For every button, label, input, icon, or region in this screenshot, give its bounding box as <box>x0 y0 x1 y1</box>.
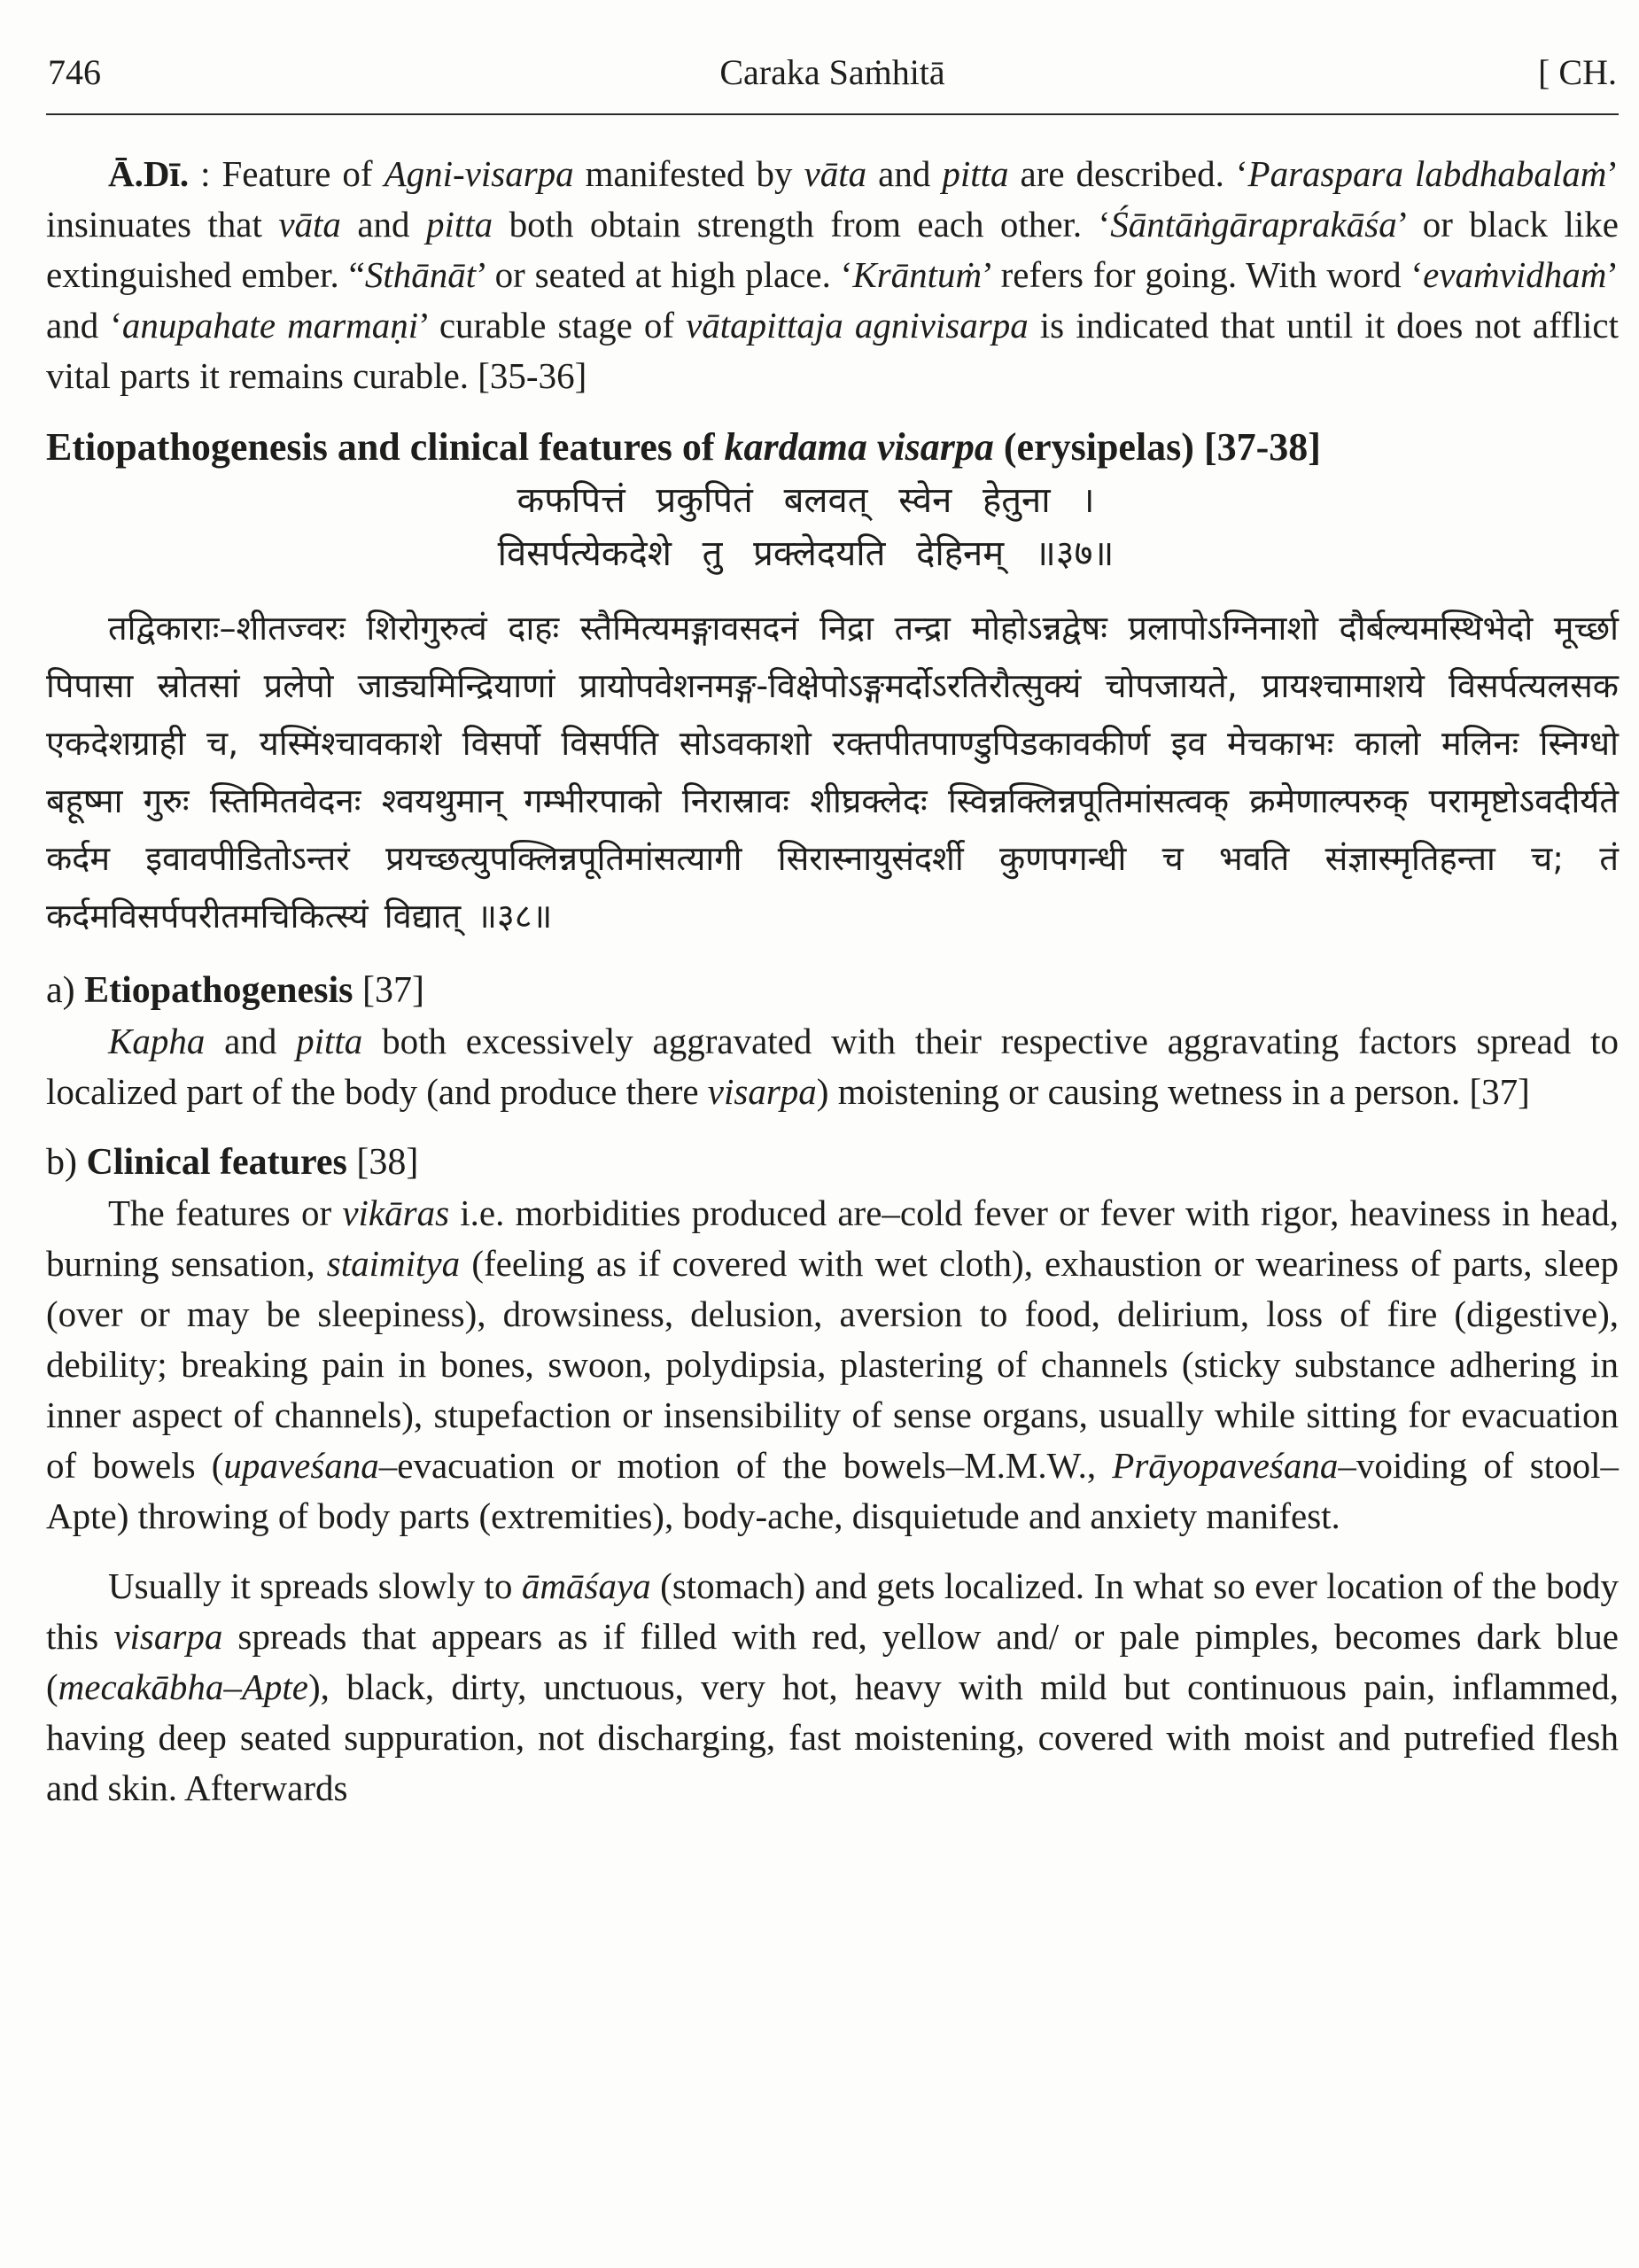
term: staimitya <box>326 1243 461 1284</box>
text-run: b) <box>46 1142 87 1183</box>
text-run: manifested by <box>573 153 804 194</box>
text-run: –evacuation or motion of the bowels–M.M.W., <box>378 1445 1113 1486</box>
subheading-etiopathogenesis <box>46 965 1619 1016</box>
term: Agni-visarpa <box>384 153 574 194</box>
text-run: The features or <box>108 1192 343 1233</box>
verse-line-2: विसर्पत्येकदेशे तु प्रक्लेदयति देहिनम् ॥३७॥ <box>497 533 1115 574</box>
text-run: ), black, dirty, unctuous, very hot, heavy with mild but continuous pain, inflammed, having deep seated suppuration, not discharging, fast moistening, covered with moist and putrefied flesh and skin. Afterwards <box>46 1666 1619 1808</box>
sanskrit-prose: तद्विकाराः–शीतज्वरः शिरोगुरुत्वं दाहः स्तैमित्यमङ्गावसदनं निद्रा तन्द्रा मोहोऽन्नद्वेषः प्रलापोऽग्निनाशो दौर्बल्यमस्थिभेदो मूर्च्छा पिपासा स्रोतसां प्रलेपो जाड्यमिन्द्रियाणां प्रायोपवेशनमङ्ग-विक्षेपोऽङ्गमर्दोऽरतिरौत्सुक्यं चोपजायते, प्रायश्चामाशये विसर्पत्यलसक एकदेशग्राही च, यस्मिंश्चावकाशे विसर्पो विसर्पति सोऽवकाशो रक्तपीतपाण्डुपिडकावकीर्ण इव मेचकाभः कालो मलिनः स्निग्धो बहूष्मा गुरुः स्तिमितवेदनः श्वयथुमान् गम्भीरपाको निरास्रावः शीघ्रक्लेदः स्विन्नक्लिन्नपूतिमांसत्वक् क्रमेणाल्परुक् परामृष्टोऽवदीर्यते कर्दम इवावपीडितोऽन्तरं प्रयच्छत्युपक्लिन्नपूतिमांसत्यागी सिरास्नायुसंदर्शी कुणपगन्धी च भवति संज्ञास्मृतिहन्ता च; तं कर्दमविसर्पपरीतमचिकित्स्यं विद्यात् ॥३८॥ <box>46 609 1619 936</box>
term: Kapha <box>108 1021 206 1061</box>
term: pitta <box>942 153 1009 194</box>
term: anupahate marmaṇi <box>121 305 419 346</box>
term: mecakābha–Apte <box>58 1666 308 1707</box>
text-run: i.e. morbidities produced are–cold fever or fever with rigor, heaviness in head, burning sensation, <box>46 1192 1619 1284</box>
term: visarpa <box>707 1071 817 1112</box>
subheading-title: Clinical features <box>86 1142 347 1183</box>
term: pitta <box>425 204 493 245</box>
term: vātapittaja agnivisarpa <box>686 305 1029 346</box>
term: Krāntuṁ <box>852 254 983 295</box>
spread-paragraph <box>46 1561 1619 1814</box>
text-run: ’ refers for going. With word ‘ <box>982 254 1424 295</box>
term: Śāntāṅgāraprakāśa <box>1110 204 1397 245</box>
text-run: both obtain strength from each other. ‘ <box>493 204 1111 245</box>
text-run: and <box>340 204 426 245</box>
text-run: [37] <box>353 970 424 1011</box>
term: Prāyopaveśana <box>1112 1445 1339 1486</box>
text-run: ’ or black like extinguished ember. “ <box>46 204 1619 295</box>
text-run: and <box>866 153 943 194</box>
sanskrit-verse <box>46 474 1619 580</box>
text-run: spreads that appears as if filled with red, yellow and/ or pale pimples, becomes dark blue ( <box>46 1616 1619 1707</box>
text-run: both excessively aggravated with their respective aggravating factors spread to localized part of the body (and produce there <box>46 1021 1620 1112</box>
text-run: is indicated that until it does not afflict vital parts it remains curable. [35-36] <box>46 305 1620 396</box>
text-run: ) moistening or causing wetness in a person. [37] <box>816 1071 1530 1112</box>
text-run: ’ and ‘ <box>46 254 1620 346</box>
text-run: a) <box>46 970 85 1011</box>
etiopathogenesis-paragraph <box>46 1016 1619 1117</box>
text-run: ’ curable stage of <box>418 305 687 346</box>
term: āmāśaya <box>521 1565 651 1606</box>
text-run: and <box>205 1021 297 1061</box>
text-run: (stomach) and gets localized. In what so ever location of the body this <box>46 1565 1619 1657</box>
commentary-label: Ā.Dī. <box>108 153 190 194</box>
term: kardama visarpa <box>724 425 994 469</box>
clinical-features-paragraph <box>46 1188 1619 1542</box>
commentary-paragraph <box>46 149 1619 401</box>
term: upaveśana <box>223 1445 379 1486</box>
text-run: Etiopathogenesis and clinical features of <box>46 425 725 469</box>
term: visarpa <box>113 1616 223 1657</box>
text-run: (erysipelas) [37-38] <box>993 425 1321 469</box>
chapter-mark: [ CH. <box>1538 52 1617 92</box>
running-header <box>46 51 1619 115</box>
term: vāta <box>278 204 341 245</box>
text-run: (feeling as if covered with wet cloth), exhaustion or weariness of parts, sleep (over or may be sleepiness), drowsiness, delusion, aversion to food, delirium, loss of fire (digestive), debility; breaking pain in bones, swoon, polydipsia, plastering of channels (sticky substance adhering in inner aspect of channels), stupefaction or insensibility of sense organs, usually while sitting for evacuation of bowels ( <box>46 1243 1619 1486</box>
subheading-clinical-features <box>46 1137 1619 1188</box>
section-heading <box>46 421 1619 474</box>
text-run: ’ insinuates that <box>46 153 1619 245</box>
text-run: ’ or seated at high place. ‘ <box>476 254 853 295</box>
term: Paraspara labdhabalaṁ <box>1247 153 1607 194</box>
page-body <box>46 149 1619 1814</box>
verse-line-1: कफपित्तं प्रकुपितं बलवत् स्वेन हेतुना । <box>517 480 1095 521</box>
text-run: Usually it spreads slowly to <box>108 1565 522 1606</box>
term: evaṁvidhaṁ <box>1423 254 1607 295</box>
text-run: –voiding of stool–Apte) throwing of body parts (extremities), body-ache, disquietude and anxiety manifest. <box>46 1445 1619 1536</box>
text-run: : Feature of <box>189 153 385 194</box>
text-run: are described. ‘ <box>1008 153 1248 194</box>
subheading-title: Etiopathogenesis <box>84 970 353 1011</box>
term: vikāras <box>342 1192 450 1233</box>
term: Sthānāt <box>364 254 477 295</box>
text-run: [38] <box>346 1142 419 1183</box>
term: vāta <box>804 153 867 194</box>
page-number: 746 <box>48 52 101 92</box>
running-title: Caraka Saṁhitā <box>719 52 945 92</box>
term: pitta <box>296 1021 363 1061</box>
